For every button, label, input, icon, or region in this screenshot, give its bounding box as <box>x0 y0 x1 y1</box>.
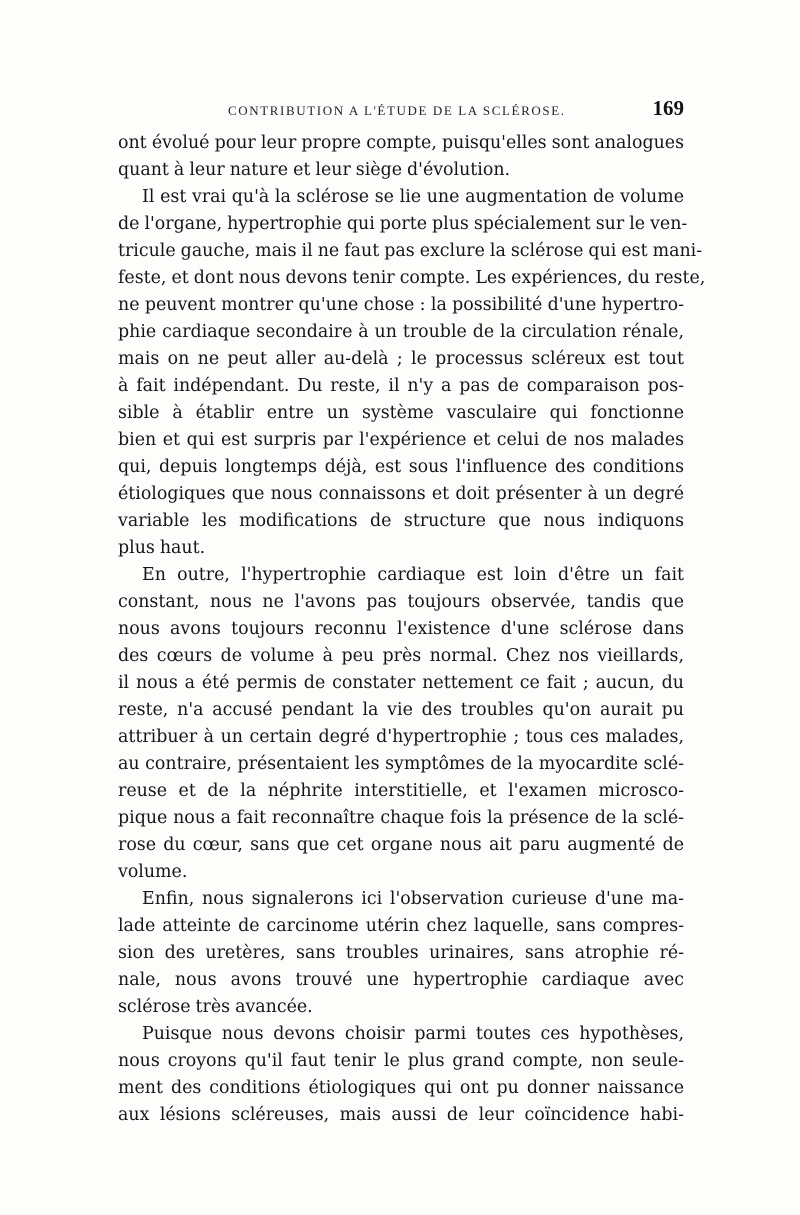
running-title: CONTRIBUTION A L'ÉTUDE DE LA SCLÉROSE. <box>228 103 566 118</box>
text-line: ont évolué pour leur propre compte, puisqu'elles sont analogues <box>118 133 684 153</box>
paragraph-start-line: Puisque nous devons choisir parmi toutes ces hypothèses, <box>142 1024 684 1044</box>
text-line: nous avons toujours reconnu l'existence d'une sclérose dans <box>118 619 684 639</box>
text-line: des cœurs de volume à peu près normal. Chez nos vieillards, <box>118 646 684 666</box>
text-line: qui, depuis longtemps déjà, est sous l'influence des conditions <box>118 457 684 477</box>
page-header <box>118 96 684 126</box>
paragraph-start-line: Il est vrai qu'à la sclérose se lie une augmentation de volume <box>142 187 684 207</box>
text-line: nale, nous avons trouvé une hypertrophie cardiaque avec <box>118 970 684 990</box>
text-line: attribuer à un certain degré d'hypertrophie ; tous ces malades, <box>118 727 684 747</box>
text-line: bien et qui est surpris par l'expérience et celui de nos malades <box>118 430 684 450</box>
body-text <box>118 130 706 1129</box>
text-line: sclérose très avancée. <box>118 997 313 1017</box>
paragraph-start-line: En outre, l'hypertrophie cardiaque est loin d'être un fait <box>142 565 684 585</box>
text-line: reste, n'a accusé pendant la vie des troubles qu'on aurait pu <box>118 700 684 720</box>
text-line: volume. <box>118 862 188 882</box>
text-line: ment des conditions étiologiques qui ont pu donner naissance <box>118 1078 684 1098</box>
text-line: ne peuvent montrer qu'une chose : la possibilité d'une hypertro- <box>118 295 684 315</box>
text-line: de l'organe, hypertrophie qui porte plus spécialement sur le ven- <box>118 214 688 234</box>
text-line: phie cardiaque secondaire à un trouble de la circulation rénale, <box>118 322 684 342</box>
text-line: constant, nous ne l'avons pas toujours observée, tandis que <box>118 592 684 612</box>
text-line: tricule gauche, mais il ne faut pas exclure la sclérose qui est mani- <box>118 241 703 261</box>
text-line: aux lésions scléreuses, mais aussi de leur coïncidence habi- <box>118 1105 684 1125</box>
text-line: plus haut. <box>118 538 206 558</box>
text-line: sible à établir entre un système vasculaire qui fonctionne <box>118 403 684 423</box>
text-line: au contraire, présentaient les symptômes de la myocardite sclé- <box>118 754 684 774</box>
text-line: rose du cœur, sans que cet organe nous ait paru augmenté de <box>118 835 684 855</box>
text-line: pique nous a fait reconnaître chaque fois la présence de la sclé- <box>118 808 684 828</box>
text-line: lade atteinte de carcinome utérin chez laquelle, sans compres- <box>118 916 684 936</box>
text-line: reuse et de la néphrite interstitielle, et l'examen microsco- <box>118 781 684 801</box>
text-line: à fait indépendant. Du reste, il n'y a pas de comparaison pos- <box>118 376 684 396</box>
text-line: étiologiques que nous connaissons et doit présenter à un degré <box>118 484 684 504</box>
text-line: feste, et dont nous devons tenir compte. Les expériences, du reste, <box>118 268 706 288</box>
text-line: nous croyons qu'il faut tenir le plus grand compte, non seule- <box>118 1051 684 1071</box>
text-line: il nous a été permis de constater nettement ce fait ; aucun, du <box>118 673 684 693</box>
text-line: sion des uretères, sans troubles urinaires, sans atrophie ré- <box>118 943 684 963</box>
text-line: mais on ne peut aller au-delà ; le processus scléreux est tout <box>118 349 684 369</box>
paragraph-start-line: Enfin, nous signalerons ici l'observation curieuse d'une ma- <box>142 889 684 909</box>
page-number: 169 <box>652 96 684 120</box>
text-line: quant à leur nature et leur siège d'évolution. <box>118 160 511 180</box>
text-line: variable les modifications de structure que nous indiquons <box>118 511 684 531</box>
